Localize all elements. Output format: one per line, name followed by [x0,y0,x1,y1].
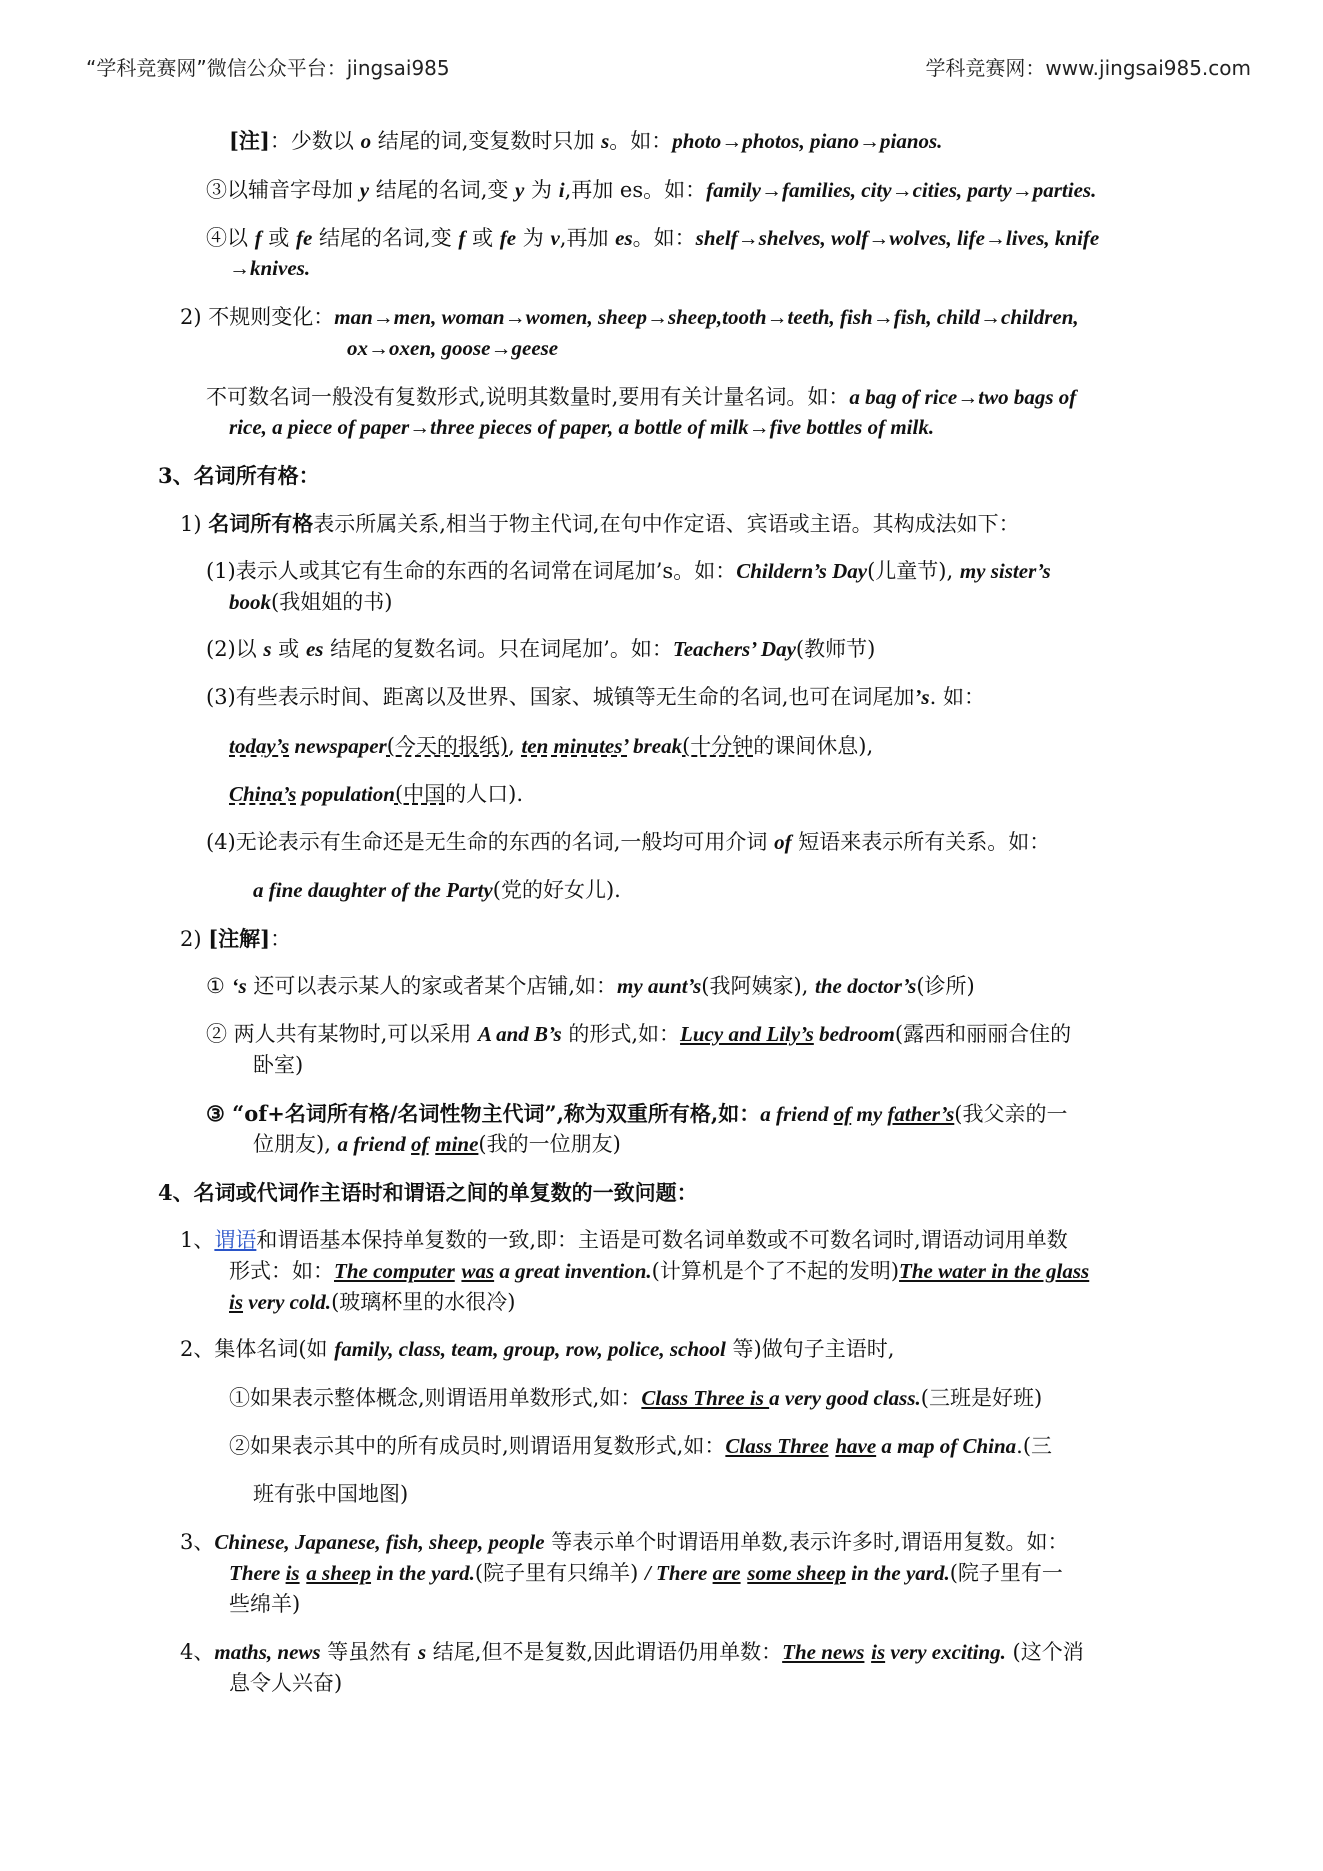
text-line [206,682,985,713]
text-segment: ：少数以 [269,129,361,153]
text-segment: 4、 [180,1640,215,1664]
text-segment: 结尾的词,变复数时只加 [371,129,602,153]
text-line [206,971,975,1002]
text-segment: y [515,178,525,202]
text-segment: (儿童节), [867,559,960,583]
text-segment: bedroom [813,1022,895,1046]
text-segment: es [305,637,324,661]
text-segment: ① [206,974,232,998]
text-segment: shelf→shelves, wolf→wolves, life→lives, knife [695,226,1100,250]
text-line [206,175,1096,206]
text-segment: some sheep [747,1561,846,1585]
text-segment: 等表示单个时谓语用单数,表示许多时,谓语用复数。如： [544,1530,1069,1554]
text-segment: father’s [887,1102,955,1126]
text-segment: my aunt’s [617,974,702,998]
text-line [253,1129,621,1160]
text-segment: China’s [229,782,297,806]
text-line [180,1637,1084,1668]
text-segment: Class Three [725,1434,829,1458]
text-segment: ②如果表示其中的所有成员时,则谓语用复数形式,如： [229,1434,726,1458]
text-segment: ,再加 es。如： [564,178,707,202]
text-segment: book [229,590,271,614]
text-segment: a friend [760,1102,834,1126]
text-segment: 的形式,如： [561,1022,681,1046]
text-line [206,556,1051,587]
text-segment: 表示所属关系,相当于物主代词,在句中作定语、宾语或主语。其构成法如下： [313,512,1020,536]
text-segment: maths, news [214,1640,321,1664]
text-segment: .(三 [1016,1434,1053,1458]
text-segment: The computer [334,1259,455,1283]
text-segment: Teachers’ Day [672,637,796,661]
text-line [229,1589,300,1620]
text-segment: (计算机是个了不起的发明) [651,1259,900,1283]
text-segment: A and B’s [478,1022,562,1046]
text-line [229,731,873,762]
text-segment: a great invention. [494,1259,652,1283]
text-segment: very cold. [243,1290,332,1314]
text-line [180,1334,894,1365]
text-segment: (我姐姐的书) [271,590,393,614]
text-segment: ,再加 [559,226,616,250]
text-segment: is [285,1561,300,1585]
text-line [229,1383,1042,1414]
text-segment: ox→oxen, goose→geese [347,336,559,360]
text-segment: of [833,1102,852,1126]
text-line [180,923,291,955]
text-segment: f [254,226,262,250]
text-line [229,1256,1089,1287]
text-segment: (3)有些表示时间、距离以及世界、国家、城镇等无生命的名词,也可在词尾加 [206,685,915,709]
text-line [206,827,1050,858]
text-line [253,875,621,906]
text-segment: The news [782,1640,865,1664]
text-segment: in the yard. [371,1561,475,1585]
text-segment: (我父亲的一 [954,1102,1068,1126]
text-segment: man→men, woman→women, sheep→sheep,tooth→teeth, fish→fish, child→children, [334,305,1079,329]
text-segment: 结尾,但不是复数,因此谓语仍用单数： [426,1640,783,1664]
text-segment: 的课间休息), [753,734,874,758]
text-segment: (党的好女儿). [492,878,621,902]
text-line [206,382,1076,413]
text-segment: Lucy and Lily’s [680,1022,814,1046]
text-segment: 。如： [632,226,696,250]
text-segment: 等)做句子主语时, [725,1337,895,1361]
text-line [206,1098,1067,1130]
text-segment: 为 [524,178,559,202]
text-segment: (露西和丽丽合住的 [894,1022,1072,1046]
text-segment: of [411,1132,429,1156]
text-segment: Childern’s Day [736,559,868,583]
text-segment: 结尾的复数名词。只在词尾加’。如： [323,637,673,661]
text-segment: Class Three is [641,1386,770,1410]
text-segment: 或 [261,226,297,250]
text-segment: (三班是好班) [920,1386,1043,1410]
text-segment: in the yard. [845,1561,950,1585]
text-segment: ’s [914,685,930,709]
link-text[interactable]: 谓语 [214,1228,257,1252]
text-segment: y [359,178,370,202]
text-segment: family→families, city→cities, party→parties. [706,178,1097,202]
text-segment: →knives. [229,256,311,280]
text-line [158,1177,698,1209]
text-line [229,1287,515,1318]
text-line [158,460,320,492]
text-segment: ‘s [231,974,247,998]
text-segment: , [508,734,522,758]
text-segment: 卧室) [253,1053,304,1077]
text-line [347,333,558,364]
text-segment: a sheep [306,1561,372,1585]
text-segment: 2) 不规则变化： [180,305,335,329]
text-segment: a bag of rice→two bags of [849,385,1077,409]
text-segment: a fine daughter of the Party [253,878,493,902]
text-segment: (4)无论表示有生命还是无生命的东西的名词,一般均可用介词 [206,830,775,854]
text-segment: (1)表示人或其它有生命的东西的名词常在词尾加’s。如： [206,559,737,583]
text-segment: 结尾的名词,变 [312,226,459,250]
text-segment: is [871,1640,886,1664]
text-segment: 4、名词或代词作主语时和谓语之间的单复数的一致问题： [158,1180,698,1205]
text-segment: very exciting. [885,1640,1006,1664]
text-line [206,223,1099,254]
text-segment: a friend [337,1132,412,1156]
text-segment: 名词所有格 [208,511,314,536]
text-segment: ： [270,927,292,951]
text-segment: a very good class. [769,1386,921,1410]
text-segment: (玻璃杯里的水很冷) [331,1290,516,1314]
text-segment: 。如： [609,129,673,153]
text-segment: 和谓语基本保持单复数的一致,即：主语是可数名词单数或不可数名词时,谓语动词用单数 [256,1228,1068,1252]
text-segment: 不可数名词一般没有复数形式,说明其数量时,要用有关计量名词。如： [206,385,850,409]
text-segment: ①如果表示整体概念,则谓语用单数形式,如： [229,1386,642,1410]
text-segment: (诊所) [916,974,975,998]
text-segment: 短语来表示所有关系。如： [791,830,1051,854]
text-segment: / There [644,1561,713,1585]
text-segment: 3、 [180,1530,215,1554]
text-segment: fe [296,226,313,250]
text-segment: 形式：如： [229,1259,334,1283]
text-segment: [注解] [208,926,271,951]
text-segment: 3、名词所有格： [158,463,320,488]
text-line [229,125,942,157]
text-segment: ② 两人共有某物时,可以采用 [206,1022,479,1046]
text-segment: ④以 [206,226,255,250]
text-line [253,1050,303,1081]
text-segment: my [851,1102,888,1126]
text-segment: population [296,782,395,806]
text-segment: (2)以 [206,637,264,661]
text-segment: (教师节) [795,637,876,661]
text-segment: . 如： [929,685,985,709]
text-segment: [注] [229,128,270,153]
text-segment: 等虽然有 [320,1640,418,1664]
text-line [180,1527,1069,1558]
text-segment: 为 [516,226,551,250]
text-segment: family, class, team, group, row, police, school [334,1337,726,1361]
text-line [253,1479,408,1510]
text-segment: i [558,178,565,202]
text-segment: s [601,129,610,153]
text-segment: There [229,1561,286,1585]
text-segment: fe [499,226,517,250]
text-segment: have [835,1434,877,1458]
text-segment: 2、集体名词(如 [180,1337,335,1361]
text-segment: my sister’s [959,559,1051,583]
text-segment: 或 [271,637,306,661]
header-right: 学科竞赛网：www.jingsai985.com [925,56,1251,80]
text-segment: (院子里有一 [949,1561,1063,1585]
text-line [180,508,1020,540]
text-line [206,634,875,665]
text-segment: s [263,637,272,661]
text-line [206,1019,1071,1050]
text-segment: 息令人兴奋) [229,1671,343,1695]
text-segment: of [774,830,792,854]
text-segment: 班有张中国地图) [253,1482,409,1506]
text-segment: 2) [180,927,209,951]
text-segment: ten minutes’ [521,734,628,758]
text-segment: (中国 [394,782,446,806]
text-line [229,587,392,618]
text-line [229,779,523,810]
text-segment: photo→photos, piano→pianos. [672,129,943,153]
text-segment: Chinese, Japanese, fish, sheep, people [214,1530,545,1554]
text-segment: mine [435,1132,479,1156]
text-segment: 结尾的名词,变 [369,178,516,202]
text-segment: 1) [180,512,209,536]
text-line [229,253,310,284]
text-segment: 的人口). [445,782,524,806]
text-segment: es [615,226,633,250]
text-segment: a map of China [876,1434,1017,1458]
text-line [180,302,1079,333]
text-segment: is [229,1290,244,1314]
text-segment: was [461,1259,495,1283]
text-line [229,1558,1063,1589]
text-line [229,1668,342,1699]
text-segment: rice, a piece of paper→three pieces of paper, a bottle of milk→five bottles of milk. [229,415,935,439]
text-segment: s [417,1640,427,1664]
text-line [180,1225,1068,1256]
text-segment: ③以辅音字母加 [206,178,360,202]
text-segment: (这个消 [1005,1640,1084,1664]
text-segment: ③ “of+名词所有格/名词性物主代词”,称为双重所有格,如： [206,1101,761,1126]
text-segment: 些绵羊) [229,1592,301,1616]
text-segment: (今天的报纸) [386,734,509,758]
text-segment: are [712,1561,741,1585]
text-segment: f [458,226,466,250]
text-segment: The water in the glass [899,1259,1090,1283]
text-line [229,1431,1052,1462]
text-segment: 1、 [180,1228,215,1252]
text-segment: (院子里有只绵羊) [474,1561,645,1585]
text-segment: v [550,226,560,250]
text-segment: the doctor’s [815,974,917,998]
text-segment: 或 [465,226,500,250]
header-left: “学科竞赛网”微信公众平台：jingsai985 [86,56,450,80]
text-line [229,412,934,443]
text-segment: break [627,734,683,758]
text-segment: 位朋友), [253,1132,338,1156]
text-segment: today’s [229,734,290,758]
text-segment: 还可以表示某人的家或者某个店铺,如： [246,974,618,998]
text-segment: o [360,129,372,153]
text-segment: (我阿姨家), [701,974,816,998]
text-segment: (我的一位朋友) [478,1132,621,1156]
text-segment: (十分钟 [682,734,754,758]
text-segment: newspaper [289,734,387,758]
